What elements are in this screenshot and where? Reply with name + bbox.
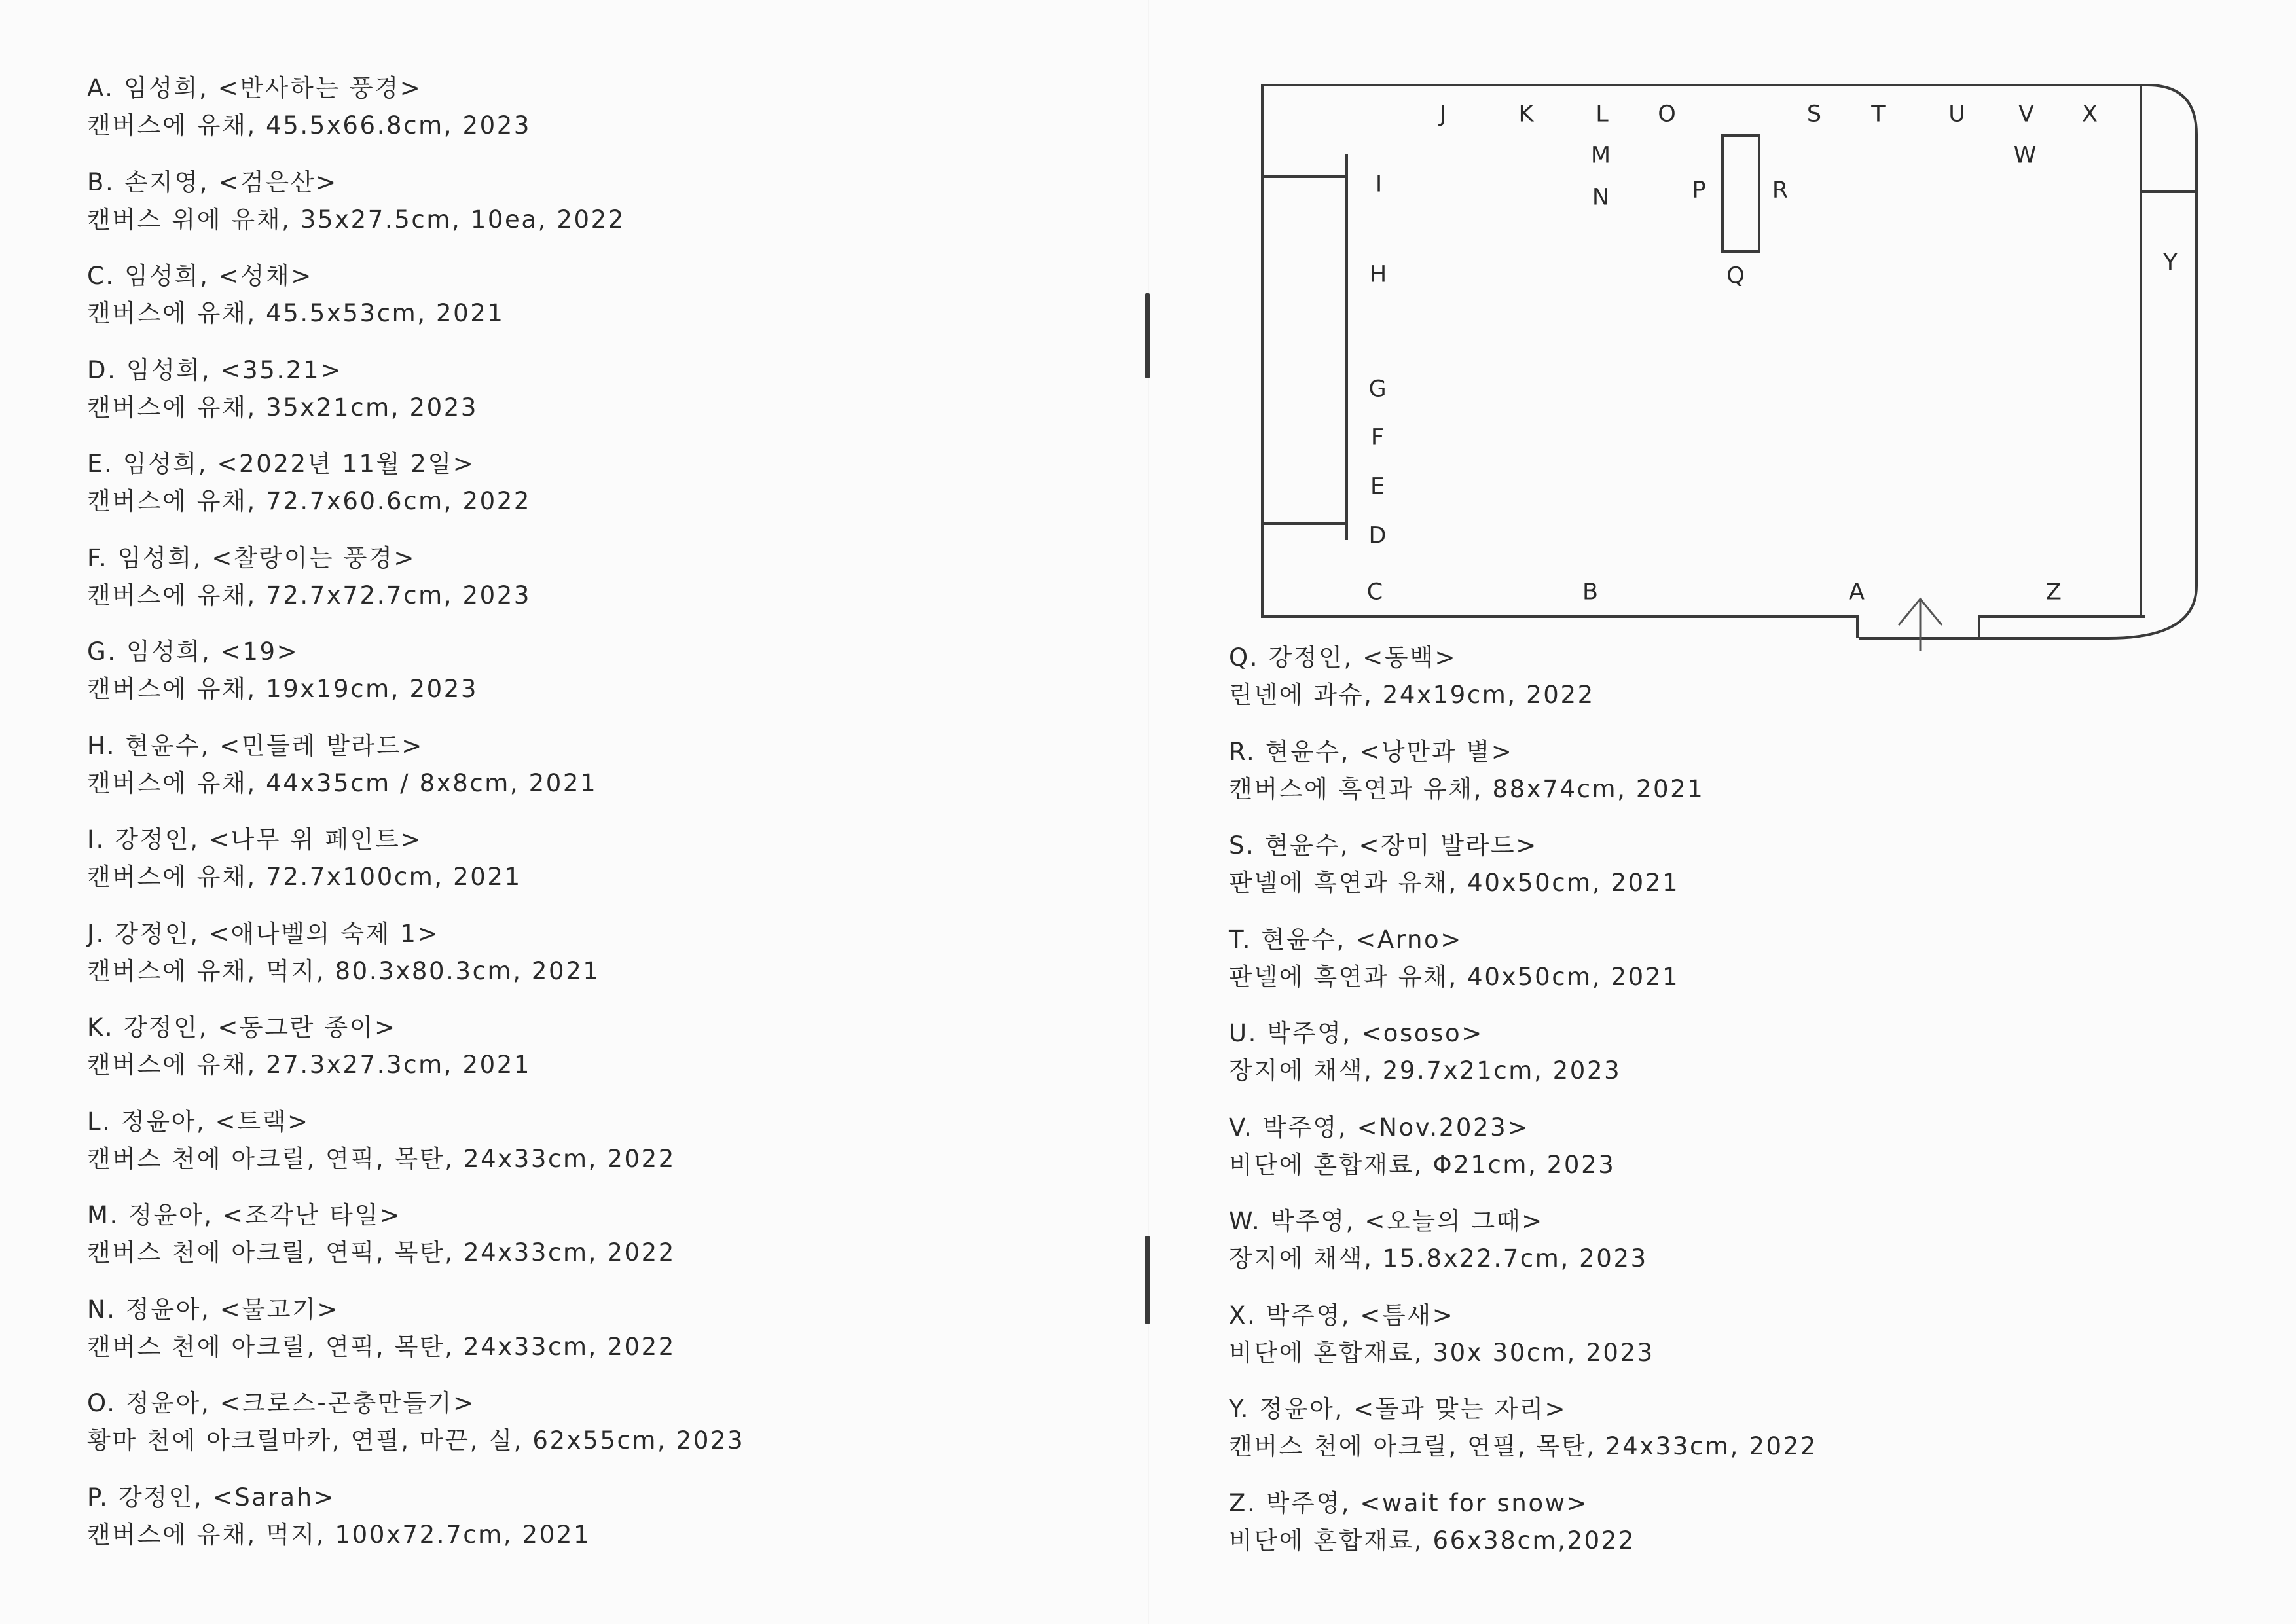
artwork-details: 장지에 채색, 29.7x21cm, 2023: [1229, 1056, 1622, 1085]
artwork-title: B. 손지영, <검은산>: [87, 168, 338, 196]
artwork-details: 비단에 혼합재료, 66x38cm,2022: [1229, 1526, 1636, 1555]
artwork-title: R. 현윤수, <낭만과 별>: [1229, 738, 1514, 766]
artwork-details: 캔버스에 유채, 먹지, 100x72.7cm, 2021: [87, 1521, 591, 1549]
artwork-title: G. 임성희, <19>: [87, 638, 299, 666]
artwork-title: V. 박주영, <Nov.2023>: [1229, 1113, 1529, 1142]
artwork-details: 캔버스에 유채, 44x35cm / 8x8cm, 2021: [87, 769, 598, 797]
artwork-entry-l: [87, 1110, 676, 1171]
plan-label-x: X: [2082, 101, 2098, 128]
artwork-details: 장지에 채색, 15.8x22.7cm, 2023: [1229, 1244, 1648, 1272]
plan-label-k: K: [1518, 101, 1534, 128]
plan-label-u: U: [1948, 101, 1965, 128]
plan-label-z: Z: [2046, 579, 2062, 605]
plan-label-d: D: [1368, 522, 1387, 549]
artwork-title: N. 정윤아, <물고기>: [87, 1295, 339, 1324]
plan-label-m: M: [1590, 142, 1611, 169]
artwork-entry-s: [1229, 833, 1679, 895]
artwork-details: 캔버스 천에 아크릴, 연픽, 목탄, 24x33cm, 2022: [87, 1238, 676, 1267]
artwork-title: I. 강정인, <나무 위 페인트>: [87, 825, 422, 854]
plan-label-s: S: [1806, 101, 1822, 128]
artwork-details: 캔버스에 유채, 72.7x100cm, 2021: [87, 863, 522, 891]
artwork-title: H. 현윤수, <민들레 발라드>: [87, 732, 424, 760]
plan-label-w: W: [2013, 142, 2037, 169]
plan-label-v: V: [2018, 101, 2034, 128]
artwork-title: S. 현윤수, <장미 발라드>: [1229, 831, 1538, 859]
artwork-details: 캔버스에 유채, 72.7x72.7cm, 2023: [87, 581, 532, 609]
artwork-details: 비단에 혼합재료, Φ21cm, 2023: [1229, 1151, 1616, 1179]
artwork-title: Q. 강정인, <동백>: [1229, 643, 1457, 672]
artwork-entry-r: [1229, 740, 1704, 801]
artwork-entry-i: [87, 827, 522, 889]
artwork-details: 판넬에 흑연과 유채, 40x50cm, 2021: [1229, 869, 1680, 897]
artwork-details: 캔버스 위에 유채, 35x27.5cm, 10ea, 2022: [87, 206, 625, 234]
artwork-entry-t: [1229, 928, 1679, 989]
artwork-details: 황마 천에 아크릴마카, 연필, 마끈, 실, 62x55cm, 2023: [87, 1426, 745, 1454]
artwork-entry-v: [1229, 1115, 1615, 1177]
plan-label-j: J: [1439, 101, 1447, 128]
artwork-title: X. 박주영, <틈새>: [1229, 1301, 1455, 1329]
artwork-details: 캔버스 천에 아크릴, 연필, 목탄, 24x33cm, 2022: [1229, 1432, 1817, 1460]
artwork-title: J. 강정인, <애나벨의 숙제 1>: [87, 920, 440, 948]
artwork-details: 캔버스에 유채, 72.7x60.6cm, 2022: [87, 487, 532, 515]
artwork-entry-n: [87, 1297, 676, 1359]
artwork-title: L. 정윤아, <트랙>: [87, 1108, 310, 1136]
artwork-details: 캔버스에 유채, 45.5x66.8cm, 2023: [87, 111, 532, 139]
plan-label-c: C: [1366, 579, 1383, 605]
artwork-details: 캔버스 천에 아크릴, 연픽, 목탄, 24x33cm, 2022: [87, 1333, 676, 1361]
plan-label-t: T: [1871, 101, 1886, 128]
plan-label-g: G: [1368, 376, 1387, 403]
artwork-entry-k: [87, 1015, 531, 1077]
artwork-title: E. 임성희, <2022년 11월 2일>: [87, 450, 475, 478]
artwork-entry-h: [87, 734, 597, 795]
artwork-entry-f: [87, 546, 531, 607]
artwork-title: M. 정윤아, <조각난 타일>: [87, 1201, 402, 1229]
artwork-title: Y. 정윤아, <돌과 맞는 자리>: [1229, 1395, 1567, 1423]
artwork-entry-e: [87, 452, 531, 513]
artwork-details: 판넬에 흑연과 유채, 40x50cm, 2021: [1229, 963, 1680, 991]
artwork-entry-w: [1229, 1209, 1648, 1271]
artwork-entry-m: [87, 1203, 676, 1265]
artwork-title: P. 강정인, <Sarah>: [87, 1483, 336, 1511]
artwork-title: T. 현윤수, <Arno>: [1229, 926, 1463, 954]
artwork-details: 캔버스 천에 아크릴, 연픽, 목탄, 24x33cm, 2022: [87, 1145, 676, 1173]
plan-label-l: L: [1595, 101, 1609, 128]
plan-label-h: H: [1369, 261, 1387, 288]
artwork-entry-g: [87, 640, 478, 701]
artwork-details: 캔버스에 유채, 35x21cm, 2023: [87, 393, 479, 422]
artwork-entry-z: [1229, 1491, 1635, 1553]
plan-label-a: A: [1849, 579, 1865, 605]
artwork-title: K. 강정인, <동그란 종이>: [87, 1013, 397, 1041]
artwork-details: 캔버스에 유채, 27.3x27.3cm, 2021: [87, 1051, 532, 1079]
artwork-entry-u: [1229, 1021, 1621, 1083]
artwork-title: U. 박주영, <ososo>: [1229, 1019, 1484, 1047]
plan-label-r: R: [1772, 177, 1789, 204]
artwork-entry-b: [87, 170, 625, 232]
artwork-entry-a: [87, 76, 531, 137]
artwork-title: Z. 박주영, <wait for snow>: [1229, 1489, 1589, 1517]
artwork-title: D. 임성희, <35.21>: [87, 356, 342, 384]
artwork-title: O. 정윤아, <크로스-곤충만들기>: [87, 1389, 475, 1417]
plan-label-f: F: [1370, 424, 1385, 451]
artwork-entry-j: [87, 922, 600, 983]
plan-label-q: Q: [1726, 262, 1745, 289]
plan-label-b: B: [1582, 579, 1599, 605]
artwork-title: W. 박주영, <오늘의 그때>: [1229, 1207, 1544, 1235]
artwork-details: 캔버스에 흑연과 유채, 88x74cm, 2021: [1229, 775, 1705, 803]
artwork-title: C. 임성희, <성채>: [87, 262, 313, 290]
right-page: [1148, 0, 2296, 1624]
artwork-entry-y: [1229, 1397, 1817, 1458]
artwork-details: 캔버스에 유채, 19x19cm, 2023: [87, 675, 479, 703]
artwork-entry-x: [1229, 1303, 1654, 1365]
artwork-details: 비단에 혼합재료, 30x 30cm, 2023: [1229, 1339, 1654, 1367]
plan-label-o: O: [1658, 101, 1676, 128]
artwork-entry-q: [1229, 645, 1595, 707]
artwork-entry-o: [87, 1391, 744, 1453]
artwork-title: A. 임성희, <반사하는 풍경>: [87, 74, 422, 102]
artwork-entry-c: [87, 264, 505, 325]
plan-label-e: E: [1370, 473, 1385, 500]
artwork-details: 캔버스에 유채, 먹지, 80.3x80.3cm, 2021: [87, 957, 600, 985]
plan-label-p: P: [1692, 177, 1706, 204]
plan-label-i: I: [1375, 171, 1383, 198]
artwork-entry-d: [87, 358, 478, 420]
artwork-details: 린넨에 과슈, 24x19cm, 2022: [1229, 681, 1595, 709]
artwork-details: 캔버스에 유채, 45.5x53cm, 2021: [87, 299, 505, 327]
plan-label-y: Y: [2163, 249, 2178, 276]
artwork-title: F. 임성희, <찰랑이는 풍경>: [87, 544, 416, 572]
artwork-entry-p: [87, 1485, 591, 1547]
plan-label-n: N: [1592, 184, 1610, 211]
